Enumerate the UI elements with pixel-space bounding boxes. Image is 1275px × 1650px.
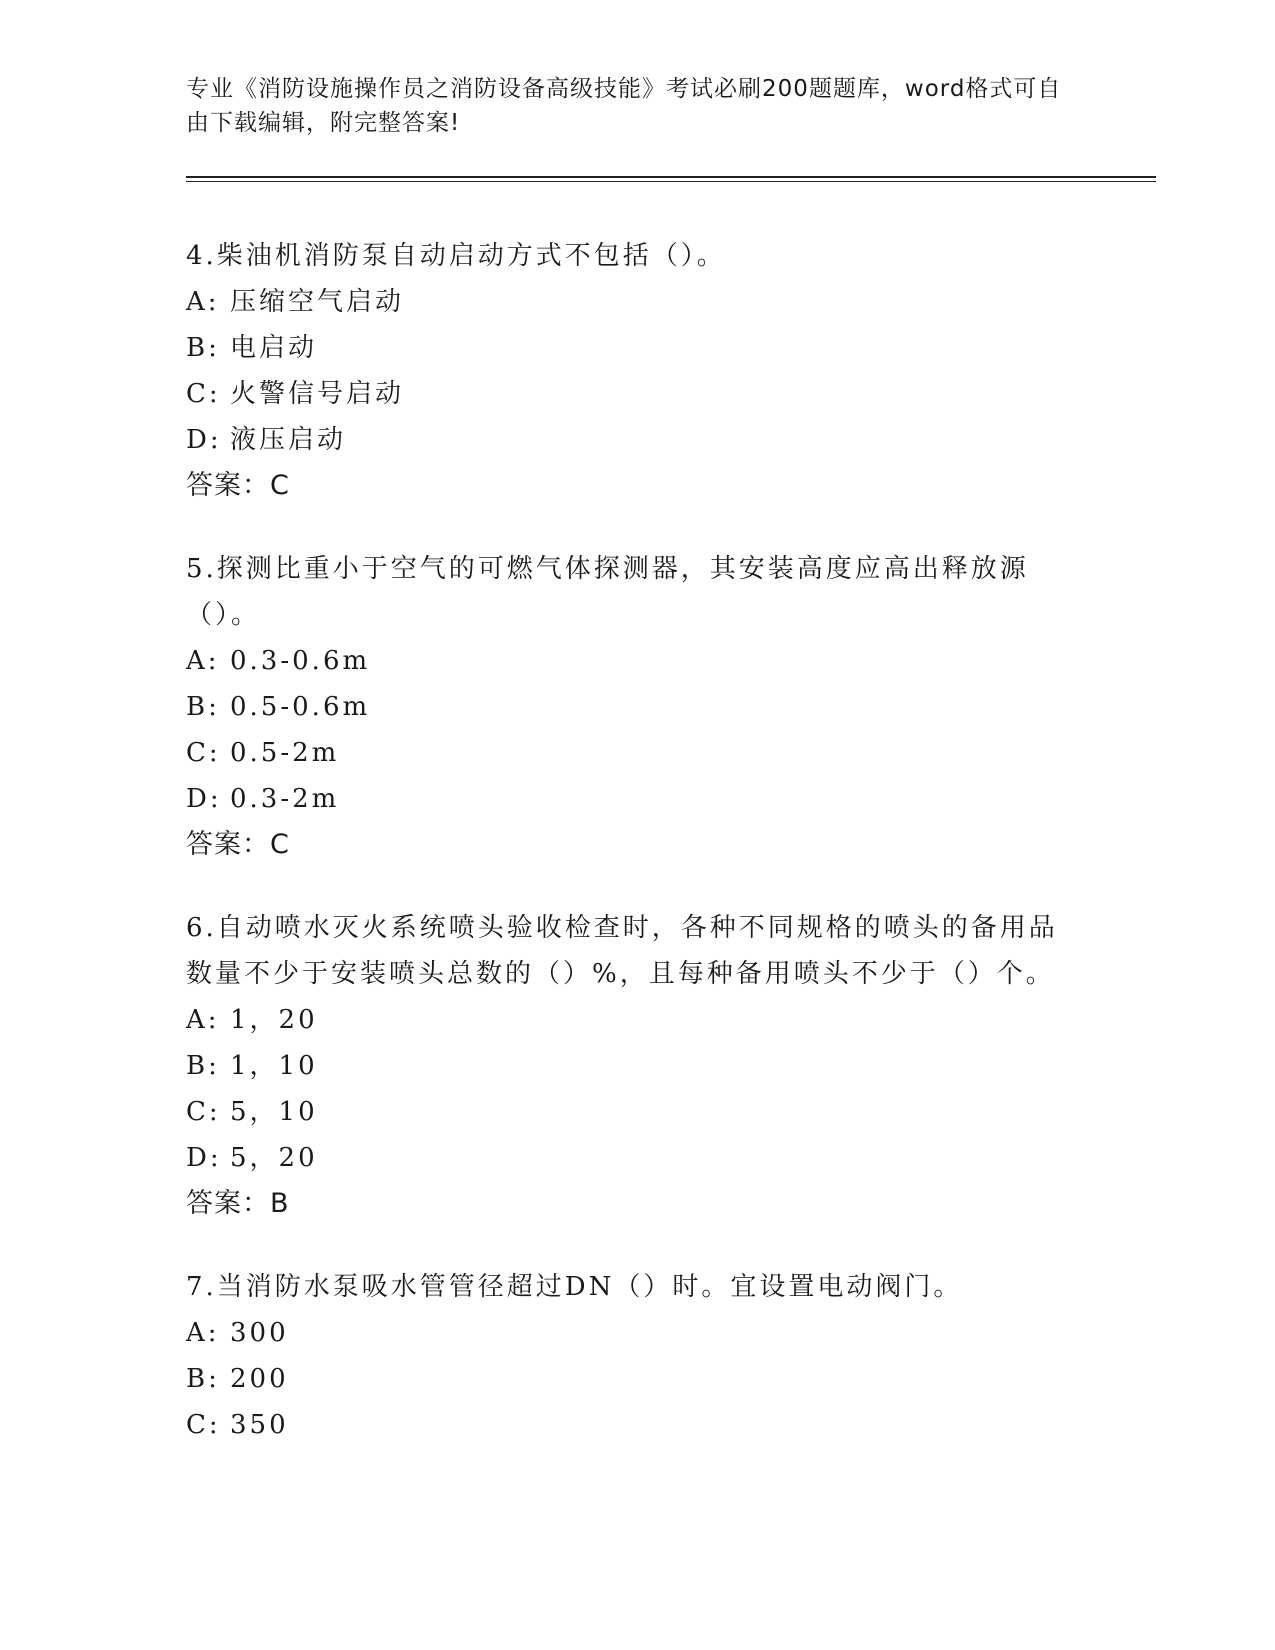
question-item xyxy=(186,1264,1066,1448)
option-letter: D: xyxy=(186,1143,222,1173)
option-c xyxy=(186,1402,1066,1448)
option-text: 5，10 xyxy=(230,1097,318,1127)
answer-line: 答案：C xyxy=(186,470,290,501)
option-d xyxy=(186,417,1066,463)
document-header-title: 专业《消防设施操作员之消防设备高级技能》考试必刷200题题库，word格式可自由下载编辑，附完整答案! xyxy=(186,76,1062,136)
option-text: 0.5-0.6m xyxy=(230,692,371,722)
option-letter: B: xyxy=(186,1364,220,1394)
option-letter: A: xyxy=(186,1318,220,1348)
option-a xyxy=(186,997,1066,1043)
option-text: 0.3-2m xyxy=(230,784,340,814)
option-letter: D: xyxy=(186,784,222,814)
answer-line: 答案：B xyxy=(186,1188,290,1219)
option-letter: B: xyxy=(186,1051,220,1081)
option-text: 0.3-0.6m xyxy=(230,646,371,676)
option-letter: D: xyxy=(186,425,222,455)
option-text: 300 xyxy=(230,1318,289,1348)
option-letter: A: xyxy=(186,287,220,317)
option-b xyxy=(186,684,1066,730)
option-d xyxy=(186,776,1066,822)
question-item xyxy=(186,905,1066,1227)
question-item xyxy=(186,546,1066,868)
option-text: 0.5-2m xyxy=(230,738,340,768)
option-a xyxy=(186,638,1066,684)
option-text: 火警信号启动 xyxy=(230,379,405,409)
option-text: 200 xyxy=(230,1364,289,1394)
option-text: 电启动 xyxy=(230,333,318,363)
option-text: 液压启动 xyxy=(230,425,347,455)
option-c xyxy=(186,1089,1066,1135)
question-stem: 6.自动喷水灭火系统喷头验收检查时，各种不同规格的喷头的备用品数量不少于安装喷头总数的（）%，且每种备用喷头不少于（）个。 xyxy=(186,913,1058,989)
option-a xyxy=(186,279,1066,325)
option-letter: A: xyxy=(186,1005,220,1035)
option-c xyxy=(186,730,1066,776)
question-list xyxy=(186,233,1066,1485)
option-text: 压缩空气启动 xyxy=(230,287,405,317)
option-d xyxy=(186,1135,1066,1181)
option-c xyxy=(186,371,1066,417)
option-text: 1，10 xyxy=(230,1051,318,1081)
header-divider xyxy=(186,176,1156,182)
question-item xyxy=(186,233,1066,509)
option-letter: B: xyxy=(186,692,220,722)
option-text: 5，20 xyxy=(230,1143,318,1173)
option-text: 350 xyxy=(230,1410,289,1440)
option-letter: B: xyxy=(186,333,220,363)
option-b xyxy=(186,325,1066,371)
option-a xyxy=(186,1310,1066,1356)
question-stem: 7.当消防水泵吸水管管径超过DN（）时。宜设置电动阀门。 xyxy=(186,1272,963,1302)
answer-line: 答案：C xyxy=(186,829,290,860)
option-letter: C: xyxy=(186,1097,221,1127)
option-text: 1，20 xyxy=(230,1005,318,1035)
option-letter: A: xyxy=(186,646,220,676)
option-letter: C: xyxy=(186,379,221,409)
option-b xyxy=(186,1043,1066,1089)
question-stem: 5.探测比重小于空气的可燃气体探测器，其安装高度应高出释放源（）。 xyxy=(186,554,1029,630)
question-stem: 4.柴油机消防泵自动启动方式不包括（）。 xyxy=(186,241,726,271)
option-letter: C: xyxy=(186,738,221,768)
option-b xyxy=(186,1356,1066,1402)
option-letter: C: xyxy=(186,1410,221,1440)
